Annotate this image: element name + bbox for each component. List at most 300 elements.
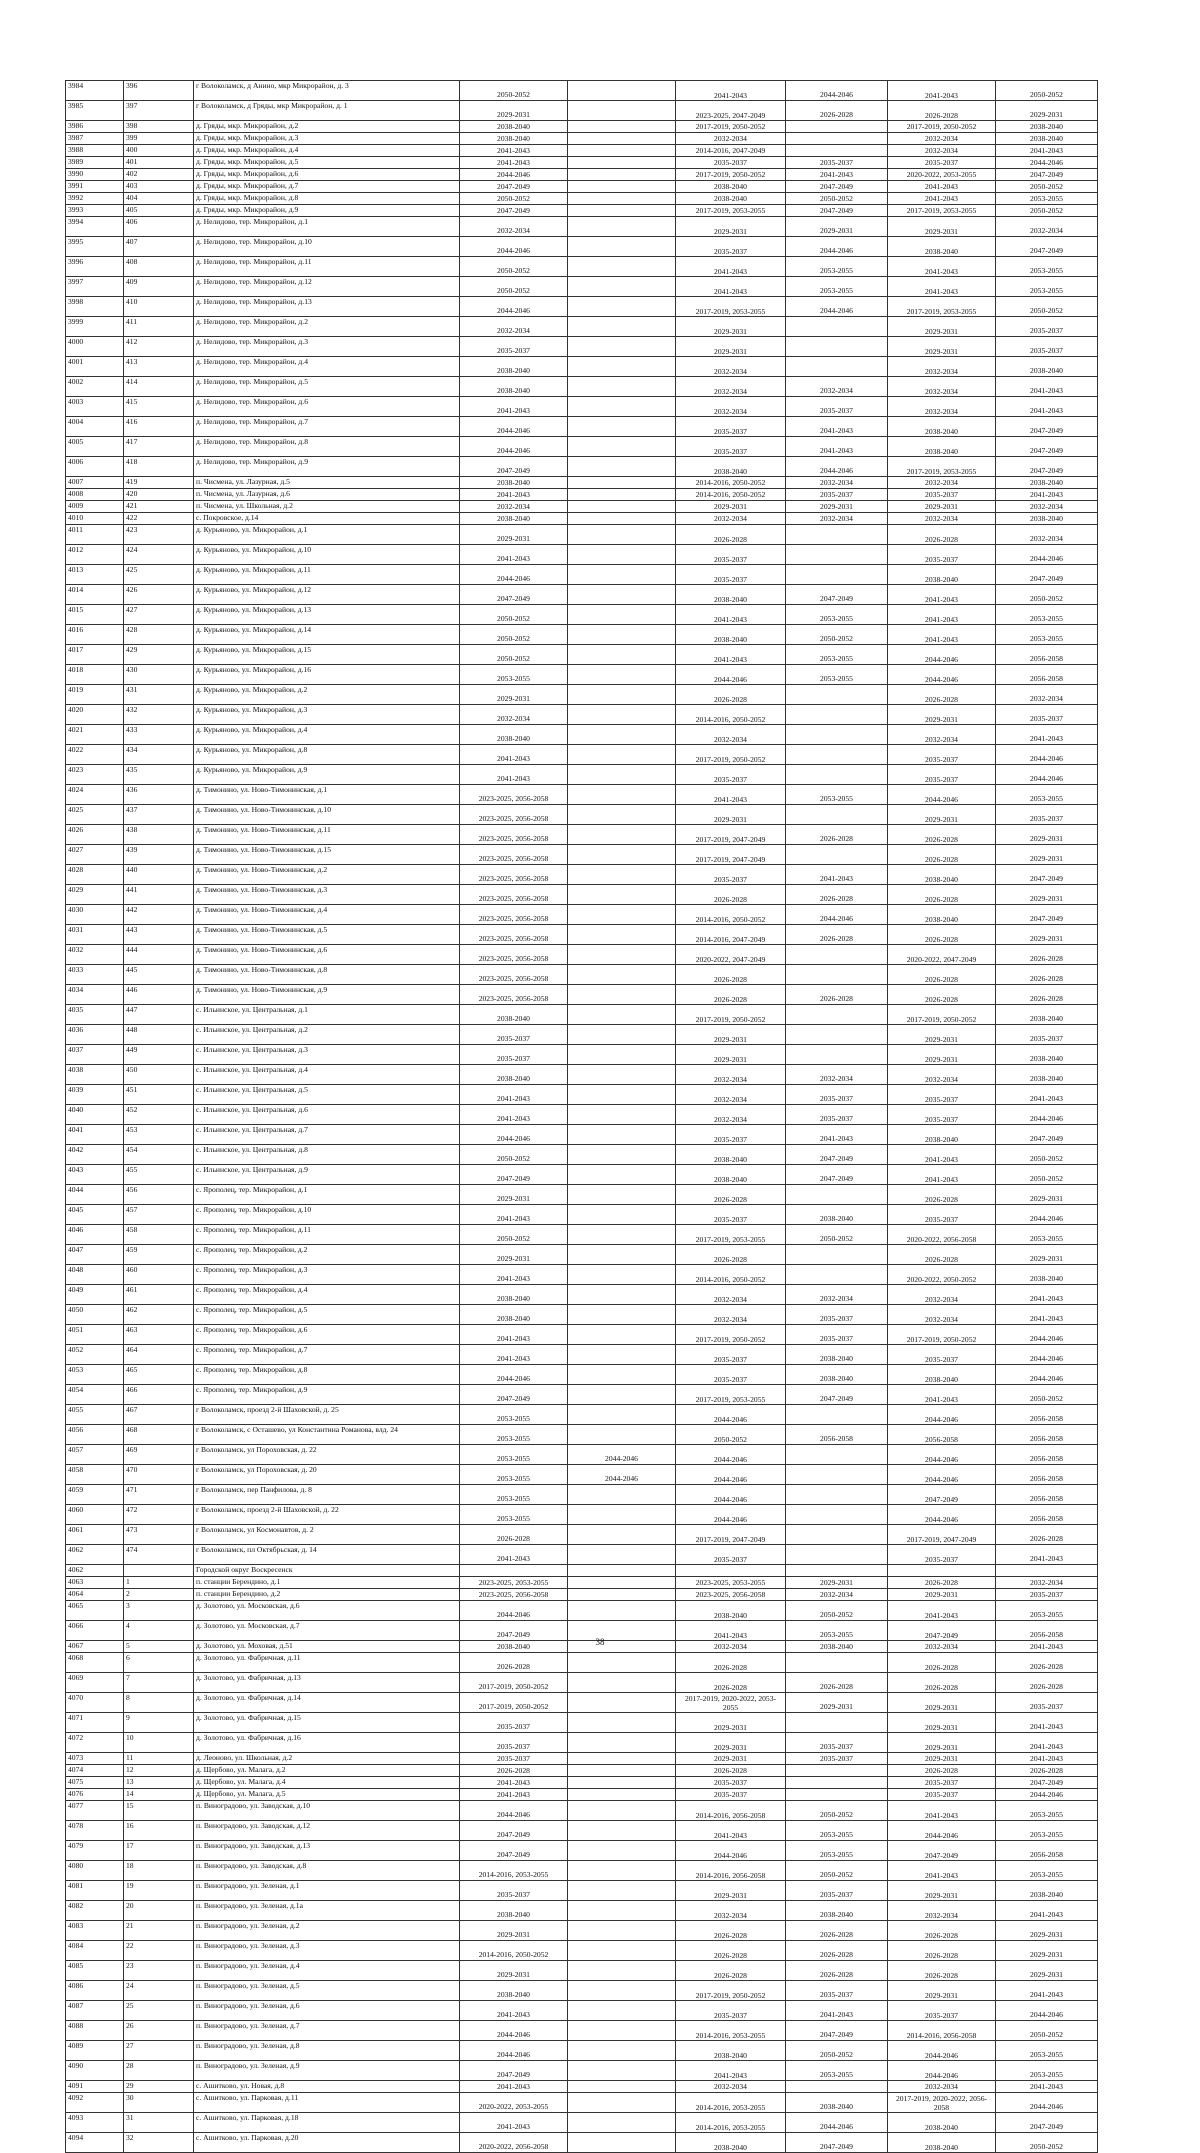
period-d-cell: 2035-2037: [786, 1085, 888, 1105]
period-e-cell: 2032-2034: [888, 1641, 996, 1653]
table-row: [66, 2021, 1098, 2041]
period-a-cell: 2041-2043: [460, 2113, 568, 2133]
table-row: [66, 1105, 1098, 1125]
period-e-cell: 2029-2031: [888, 1693, 996, 1713]
period-f-cell: 2050-2052: [996, 81, 1098, 101]
period-d-cell: 2029-2031: [786, 1577, 888, 1589]
item-number-cell: 423: [124, 525, 194, 545]
period-d-cell: 2044-2046: [786, 2113, 888, 2133]
period-c-cell: 2035-2037: [676, 765, 786, 785]
item-number-cell: 436: [124, 785, 194, 805]
address-cell: д. Тимонино, ул. Ново-Тимонинская, д.8: [194, 965, 460, 985]
row-number-cell: 4062: [66, 1545, 124, 1565]
period-f-cell: 2041-2043: [996, 1753, 1098, 1765]
period-e-cell: 2038-2040: [888, 905, 996, 925]
period-d-cell: 2026-2028: [786, 1921, 888, 1941]
row-number-cell: 4032: [66, 945, 124, 965]
row-number-cell: 4028: [66, 865, 124, 885]
period-f-cell: 2053-2055: [996, 257, 1098, 277]
address-cell: п. Виноградово, ул. Зеленая, д.3: [194, 1941, 460, 1961]
period-f-cell: 2047-2049: [996, 457, 1098, 477]
period-c-cell: 2026-2028: [676, 1245, 786, 1265]
period-c-cell: 2038-2040: [676, 1601, 786, 1621]
period-f-cell: 2041-2043: [996, 1085, 1098, 1105]
period-a-cell: 2035-2037: [460, 1881, 568, 1901]
period-c-cell: 2032-2034: [676, 1085, 786, 1105]
row-number-cell: 4025: [66, 805, 124, 825]
period-c-cell: 2014-2016, 2050-2052: [676, 489, 786, 501]
address-cell: п. Виноградово, ул. Зеленая, д.8: [194, 2041, 460, 2061]
period-e-cell: 2026-2028: [888, 925, 996, 945]
table-row: [66, 205, 1098, 217]
period-d-cell: 2029-2031: [786, 501, 888, 513]
period-c-cell: 2017-2019, 2050-2052: [676, 1981, 786, 2001]
period-a-cell: 2050-2052: [460, 645, 568, 665]
row-number-cell: 4073: [66, 1753, 124, 1765]
period-e-cell: 2026-2028: [888, 1941, 996, 1961]
row-number-cell: 4054: [66, 1385, 124, 1405]
table-row: [66, 885, 1098, 905]
period-b-cell: [568, 685, 676, 705]
address-cell: д. Золотово, ул. Московская, д.7: [194, 1621, 460, 1641]
row-number-cell: 4038: [66, 1065, 124, 1085]
row-number-cell: 4068: [66, 1653, 124, 1673]
row-number-cell: 4052: [66, 1345, 124, 1365]
address-cell: п. Чисмена, ул. Лазурная, д.6: [194, 489, 460, 501]
table-row: [66, 1065, 1098, 1085]
row-number-cell: 4011: [66, 525, 124, 545]
row-number-cell: 3989: [66, 157, 124, 169]
period-a-cell: 2047-2049: [460, 1621, 568, 1641]
period-b-cell: 2044-2046: [568, 1445, 676, 1465]
row-number-cell: 4082: [66, 1901, 124, 1921]
period-c-cell: 2032-2034: [676, 1641, 786, 1653]
period-e-cell: 2029-2031: [888, 317, 996, 337]
period-d-cell: [786, 133, 888, 145]
period-f-cell: 2044-2046: [996, 1205, 1098, 1225]
table-row: [66, 1085, 1098, 1105]
period-d-cell: 2053-2055: [786, 1821, 888, 1841]
address-cell: д. Тимонино, ул. Ново-Тимонинская, д.1: [194, 785, 460, 805]
address-cell: с. Ярополец, тер. Микрорайон, д.11: [194, 1225, 460, 1245]
period-d-cell: 2038-2040: [786, 1365, 888, 1385]
period-f-cell: 2029-2031: [996, 1921, 1098, 1941]
row-number-cell: 3996: [66, 257, 124, 277]
period-e-cell: 2032-2034: [888, 133, 996, 145]
row-number-cell: 4008: [66, 489, 124, 501]
item-number-cell: 410: [124, 297, 194, 317]
period-f-cell: 2050-2052: [996, 297, 1098, 317]
period-c-cell: 2038-2040: [676, 2041, 786, 2061]
row-number-cell: 4059: [66, 1485, 124, 1505]
item-number-cell: 465: [124, 1365, 194, 1385]
period-e-cell: 2020-2022, 2050-2052: [888, 1265, 996, 1285]
period-e-cell: 2035-2037: [888, 157, 996, 169]
period-a-cell: 2023-2025, 2056-2058: [460, 905, 568, 925]
period-f-cell: 2050-2052: [996, 1385, 1098, 1405]
period-f-cell: 2041-2043: [996, 1545, 1098, 1565]
period-e-cell: 2038-2040: [888, 1125, 996, 1145]
period-f-cell: 2032-2034: [996, 685, 1098, 705]
item-number-cell: 18: [124, 1861, 194, 1881]
period-d-cell: [786, 1565, 888, 1577]
period-d-cell: [786, 145, 888, 157]
row-number-cell: 4043: [66, 1165, 124, 1185]
period-e-cell: 2044-2046: [888, 1821, 996, 1841]
period-e-cell: 2026-2028: [888, 1653, 996, 1673]
address-cell: д. Гряды, мкр. Микрорайон, д.5: [194, 157, 460, 169]
period-c-cell: 2017-2019, 2053-2055: [676, 297, 786, 317]
period-e-cell: 2032-2034: [888, 1901, 996, 1921]
table-row: [66, 157, 1098, 169]
table-row: [66, 845, 1098, 865]
item-number-cell: 25: [124, 2001, 194, 2021]
period-b-cell: [568, 2133, 676, 2153]
period-a-cell: 2020-2022, 2056-2058: [460, 2133, 568, 2153]
table-row: [66, 645, 1098, 665]
period-c-cell: 2029-2031: [676, 1733, 786, 1753]
table-row: [66, 1789, 1098, 1801]
period-b-cell: [568, 1325, 676, 1345]
period-c-cell: 2035-2037: [676, 1125, 786, 1145]
address-cell: п. Виноградово, ул. Зеленая, д.7: [194, 2021, 460, 2041]
address-cell: с. Ярополец, тер. Микрорайон, д.6: [194, 1325, 460, 1345]
page-number: 38: [595, 1637, 605, 1647]
address-cell: д. Нелидово, тер. Микрорайон, д.12: [194, 277, 460, 297]
table-row: [66, 1465, 1098, 1485]
address-cell: с. Ярополец, тер. Микрорайон, д.4: [194, 1285, 460, 1305]
period-b-cell: [568, 297, 676, 317]
period-c-cell: 2026-2028: [676, 1921, 786, 1941]
table-body: [66, 81, 1098, 2153]
period-b-cell: [568, 317, 676, 337]
row-number-cell: 4090: [66, 2061, 124, 2081]
table-row: [66, 945, 1098, 965]
item-number-cell: 462: [124, 1305, 194, 1325]
row-number-cell: 4018: [66, 665, 124, 685]
period-c-cell: 2026-2028: [676, 985, 786, 1005]
table-row: [66, 1777, 1098, 1789]
address-cell: д. Гряды, мкр. Микрорайон, д.3: [194, 133, 460, 145]
period-f-cell: 2047-2049: [996, 565, 1098, 585]
period-d-cell: 2038-2040: [786, 1205, 888, 1225]
period-e-cell: 2035-2037: [888, 1205, 996, 1225]
item-number-cell: 450: [124, 1065, 194, 1085]
period-b-cell: [568, 705, 676, 725]
item-number-cell: 418: [124, 457, 194, 477]
period-c-cell: 2038-2040: [676, 585, 786, 605]
period-a-cell: 2044-2046: [460, 565, 568, 585]
period-c-cell: 2038-2040: [676, 625, 786, 645]
period-d-cell: [786, 725, 888, 745]
address-cell: д. Курьяново, ул. Микрорайон, д.13: [194, 605, 460, 625]
row-number-cell: 4023: [66, 765, 124, 785]
period-e-cell: 2029-2031: [888, 217, 996, 237]
item-number-cell: 466: [124, 1385, 194, 1405]
period-c-cell: 2035-2037: [676, 1365, 786, 1385]
period-c-cell: 2032-2034: [676, 1065, 786, 1085]
period-f-cell: 2044-2046: [996, 1345, 1098, 1365]
period-b-cell: [568, 1165, 676, 1185]
item-number-cell: 461: [124, 1285, 194, 1305]
period-f-cell: 2050-2052: [996, 1165, 1098, 1185]
period-d-cell: 2047-2049: [786, 1385, 888, 1405]
row-number-cell: 4016: [66, 625, 124, 645]
item-number-cell: 451: [124, 1085, 194, 1105]
period-e-cell: 2032-2034: [888, 1065, 996, 1085]
item-number-cell: 4: [124, 1621, 194, 1641]
period-b-cell: [568, 1841, 676, 1861]
item-number-cell: 416: [124, 417, 194, 437]
table-row: [66, 825, 1098, 845]
period-a-cell: 2014-2016, 2050-2052: [460, 1941, 568, 1961]
period-f-cell: 2032-2034: [996, 217, 1098, 237]
period-a-cell: 2050-2052: [460, 1225, 568, 1245]
period-b-cell: [568, 1565, 676, 1577]
period-d-cell: 2047-2049: [786, 181, 888, 193]
table-row: [66, 1485, 1098, 1505]
period-c-cell: 2041-2043: [676, 81, 786, 101]
period-b-cell: [568, 1285, 676, 1305]
item-number-cell: 449: [124, 1045, 194, 1065]
period-c-cell: 2017-2019, 2047-2049: [676, 825, 786, 845]
period-f-cell: 2038-2040: [996, 477, 1098, 489]
table-row: [66, 145, 1098, 157]
table-row: [66, 1005, 1098, 1025]
period-f-cell: 2053-2055: [996, 785, 1098, 805]
period-e-cell: 2026-2028: [888, 1921, 996, 1941]
period-e-cell: 2032-2034: [888, 1285, 996, 1305]
period-b-cell: [568, 1941, 676, 1961]
period-d-cell: [786, 1545, 888, 1565]
table-row: [66, 1405, 1098, 1425]
period-b-cell: [568, 1065, 676, 1085]
period-f-cell: 2029-2031: [996, 1961, 1098, 1981]
period-b-cell: [568, 945, 676, 965]
period-c-cell: 2014-2016, 2047-2049: [676, 925, 786, 945]
period-a-cell: 2038-2040: [460, 477, 568, 489]
address-cell: с. Ярополец, тер. Микрорайон, д.7: [194, 1345, 460, 1365]
item-number-cell: 438: [124, 825, 194, 845]
period-b-cell: [568, 905, 676, 925]
period-d-cell: [786, 805, 888, 825]
period-d-cell: [786, 1045, 888, 1065]
period-f-cell: 2056-2058: [996, 665, 1098, 685]
period-e-cell: 2035-2037: [888, 545, 996, 565]
table-row: [66, 257, 1098, 277]
period-c-cell: 2029-2031: [676, 805, 786, 825]
row-number-cell: 4081: [66, 1881, 124, 1901]
period-a-cell: 2041-2043: [460, 765, 568, 785]
table-row: [66, 1245, 1098, 1265]
item-number-cell: 411: [124, 317, 194, 337]
period-a-cell: 2035-2037: [460, 1753, 568, 1765]
period-e-cell: [888, 1565, 996, 1577]
period-e-cell: 2029-2031: [888, 501, 996, 513]
period-f-cell: 2050-2052: [996, 2021, 1098, 2041]
period-e-cell: 2047-2049: [888, 1841, 996, 1861]
row-number-cell: 4001: [66, 357, 124, 377]
period-c-cell: 2026-2028: [676, 965, 786, 985]
row-number-cell: 3988: [66, 145, 124, 157]
table-row: [66, 1653, 1098, 1673]
period-a-cell: 2026-2028: [460, 1525, 568, 1545]
row-number-cell: 4077: [66, 1801, 124, 1821]
period-a-cell: 2023-2025, 2056-2058: [460, 985, 568, 1005]
period-e-cell: 2017-2019, 2050-2052: [888, 121, 996, 133]
period-d-cell: 2032-2034: [786, 377, 888, 397]
table-row: [66, 1589, 1098, 1601]
table-row: [66, 181, 1098, 193]
address-cell: г Волоколамск, с Осташево, ул Константина Романова, влд. 24: [194, 1425, 460, 1445]
period-c-cell: 2017-2019, 2050-2052: [676, 1325, 786, 1345]
period-e-cell: 2026-2028: [888, 1245, 996, 1265]
period-a-cell: 2038-2040: [460, 725, 568, 745]
item-number-cell: 3: [124, 1601, 194, 1621]
period-a-cell: 2050-2052: [460, 625, 568, 645]
period-f-cell: 2044-2046: [996, 1325, 1098, 1345]
period-d-cell: 2047-2049: [786, 2021, 888, 2041]
row-number-cell: 4088: [66, 2021, 124, 2041]
item-number-cell: 20: [124, 1901, 194, 1921]
period-d-cell: [786, 965, 888, 985]
period-d-cell: [786, 2081, 888, 2093]
row-number-cell: 4006: [66, 457, 124, 477]
period-a-cell: 2029-2031: [460, 1185, 568, 1205]
period-a-cell: 2032-2034: [460, 317, 568, 337]
period-d-cell: 2035-2037: [786, 1105, 888, 1125]
period-a-cell: 2032-2034: [460, 501, 568, 513]
period-c-cell: 2035-2037: [676, 2001, 786, 2021]
period-d-cell: 2053-2055: [786, 1621, 888, 1641]
period-b-cell: [568, 645, 676, 665]
address-cell: д. Нелидово, тер. Микрорайон, д.6: [194, 397, 460, 417]
period-f-cell: 2026-2028: [996, 965, 1098, 985]
period-d-cell: 2047-2049: [786, 2133, 888, 2153]
period-f-cell: 2044-2046: [996, 1365, 1098, 1385]
period-a-cell: 2053-2055: [460, 1405, 568, 1425]
item-number-cell: 8: [124, 1693, 194, 1713]
period-c-cell: 2032-2034: [676, 2081, 786, 2093]
period-f-cell: 2029-2031: [996, 101, 1098, 121]
period-c-cell: 2032-2034: [676, 1105, 786, 1125]
address-cell: д. Курьяново, ул. Микрорайон, д.2: [194, 685, 460, 705]
period-b-cell: [568, 585, 676, 605]
period-a-cell: 2053-2055: [460, 1485, 568, 1505]
address-cell: д. Золотово, ул. Московская, д.6: [194, 1601, 460, 1621]
period-d-cell: 2041-2043: [786, 1125, 888, 1145]
period-f-cell: 2026-2028: [996, 945, 1098, 965]
period-e-cell: 2032-2034: [888, 145, 996, 157]
period-a-cell: 2023-2025, 2056-2058: [460, 825, 568, 845]
period-f-cell: 2047-2049: [996, 865, 1098, 885]
period-a-cell: 2038-2040: [460, 1065, 568, 1085]
period-b-cell: [568, 1981, 676, 2001]
period-f-cell: 2026-2028: [996, 1653, 1098, 1673]
table-row: [66, 2133, 1098, 2153]
address-cell: д. Тимонино, ул. Ново-Тимонинская, д.9: [194, 985, 460, 1005]
item-number-cell: 474: [124, 1545, 194, 1565]
address-cell: с. Ярополец, тер. Микрорайон, д.5: [194, 1305, 460, 1325]
period-b-cell: [568, 377, 676, 397]
period-c-cell: 2038-2040: [676, 2133, 786, 2153]
table-row: [66, 1673, 1098, 1693]
period-d-cell: [786, 545, 888, 565]
row-number-cell: 4072: [66, 1733, 124, 1753]
period-b-cell: [568, 2041, 676, 2061]
item-number-cell: 6: [124, 1653, 194, 1673]
period-e-cell: 2044-2046: [888, 1465, 996, 1485]
address-cell: с. Ярополец, тер. Микрорайон, д.10: [194, 1205, 460, 1225]
period-e-cell: 2041-2043: [888, 181, 996, 193]
period-b-cell: [568, 1125, 676, 1145]
period-f-cell: 2053-2055: [996, 1225, 1098, 1245]
address-cell: с. Ильинское, ул. Центральная, д.7: [194, 1125, 460, 1145]
item-number-cell: 1: [124, 1577, 194, 1589]
period-b-cell: [568, 169, 676, 181]
period-c-cell: 2017-2019, 2053-2055: [676, 1225, 786, 1245]
period-f-cell: 2053-2055: [996, 1601, 1098, 1621]
address-cell: д. Нелидово, тер. Микрорайон, д.8: [194, 437, 460, 457]
table-row: [66, 1345, 1098, 1365]
table-row: [66, 1205, 1098, 1225]
item-number-cell: 431: [124, 685, 194, 705]
item-number-cell: 14: [124, 1789, 194, 1801]
period-a-cell: 2044-2046: [460, 2041, 568, 2061]
period-d-cell: [786, 765, 888, 785]
period-d-cell: 2044-2046: [786, 905, 888, 925]
address-cell: д. Нелидово, тер. Микрорайон, д.3: [194, 337, 460, 357]
period-c-cell: 2014-2016, 2047-2049: [676, 145, 786, 157]
period-d-cell: [786, 1445, 888, 1465]
period-f-cell: 2056-2058: [996, 1425, 1098, 1445]
item-number-cell: 427: [124, 605, 194, 625]
item-number-cell: 467: [124, 1405, 194, 1425]
period-a-cell: 2041-2043: [460, 1265, 568, 1285]
period-b-cell: [568, 1589, 676, 1601]
address-cell: д. Гряды, мкр. Микрорайон, д.4: [194, 145, 460, 157]
table-row: [66, 1733, 1098, 1753]
period-e-cell: 2017-2019, 2047-2049: [888, 1525, 996, 1545]
row-number-cell: 4044: [66, 1185, 124, 1205]
table-row: [66, 81, 1098, 101]
period-c-cell: 2044-2046: [676, 1405, 786, 1425]
period-f-cell: 2056-2058: [996, 1405, 1098, 1425]
period-e-cell: 2032-2034: [888, 725, 996, 745]
table-row: [66, 1145, 1098, 1165]
row-number-cell: 4094: [66, 2133, 124, 2153]
period-b-cell: [568, 565, 676, 585]
address-cell: д. Нелидово, тер. Микрорайон, д.11: [194, 257, 460, 277]
item-number-cell: 7: [124, 1673, 194, 1693]
table-row: [66, 665, 1098, 685]
table-row: [66, 985, 1098, 1005]
period-d-cell: 2038-2040: [786, 2093, 888, 2113]
table-row: [66, 317, 1098, 337]
address-cell: д. Курьяново, ул. Микрорайон, д.1: [194, 525, 460, 545]
row-number-cell: 4051: [66, 1325, 124, 1345]
address-cell: Городской округ Воскресенск: [194, 1565, 460, 1577]
address-cell: с. Ильинское, ул. Центральная, д.5: [194, 1085, 460, 1105]
item-number-cell: 435: [124, 765, 194, 785]
row-number-cell: 4058: [66, 1465, 124, 1485]
period-d-cell: 2026-2028: [786, 1961, 888, 1981]
period-e-cell: 2041-2043: [888, 1801, 996, 1821]
period-f-cell: 2044-2046: [996, 745, 1098, 765]
period-e-cell: 2029-2031: [888, 1713, 996, 1733]
period-c-cell: [676, 1565, 786, 1577]
table-row: [66, 1713, 1098, 1733]
